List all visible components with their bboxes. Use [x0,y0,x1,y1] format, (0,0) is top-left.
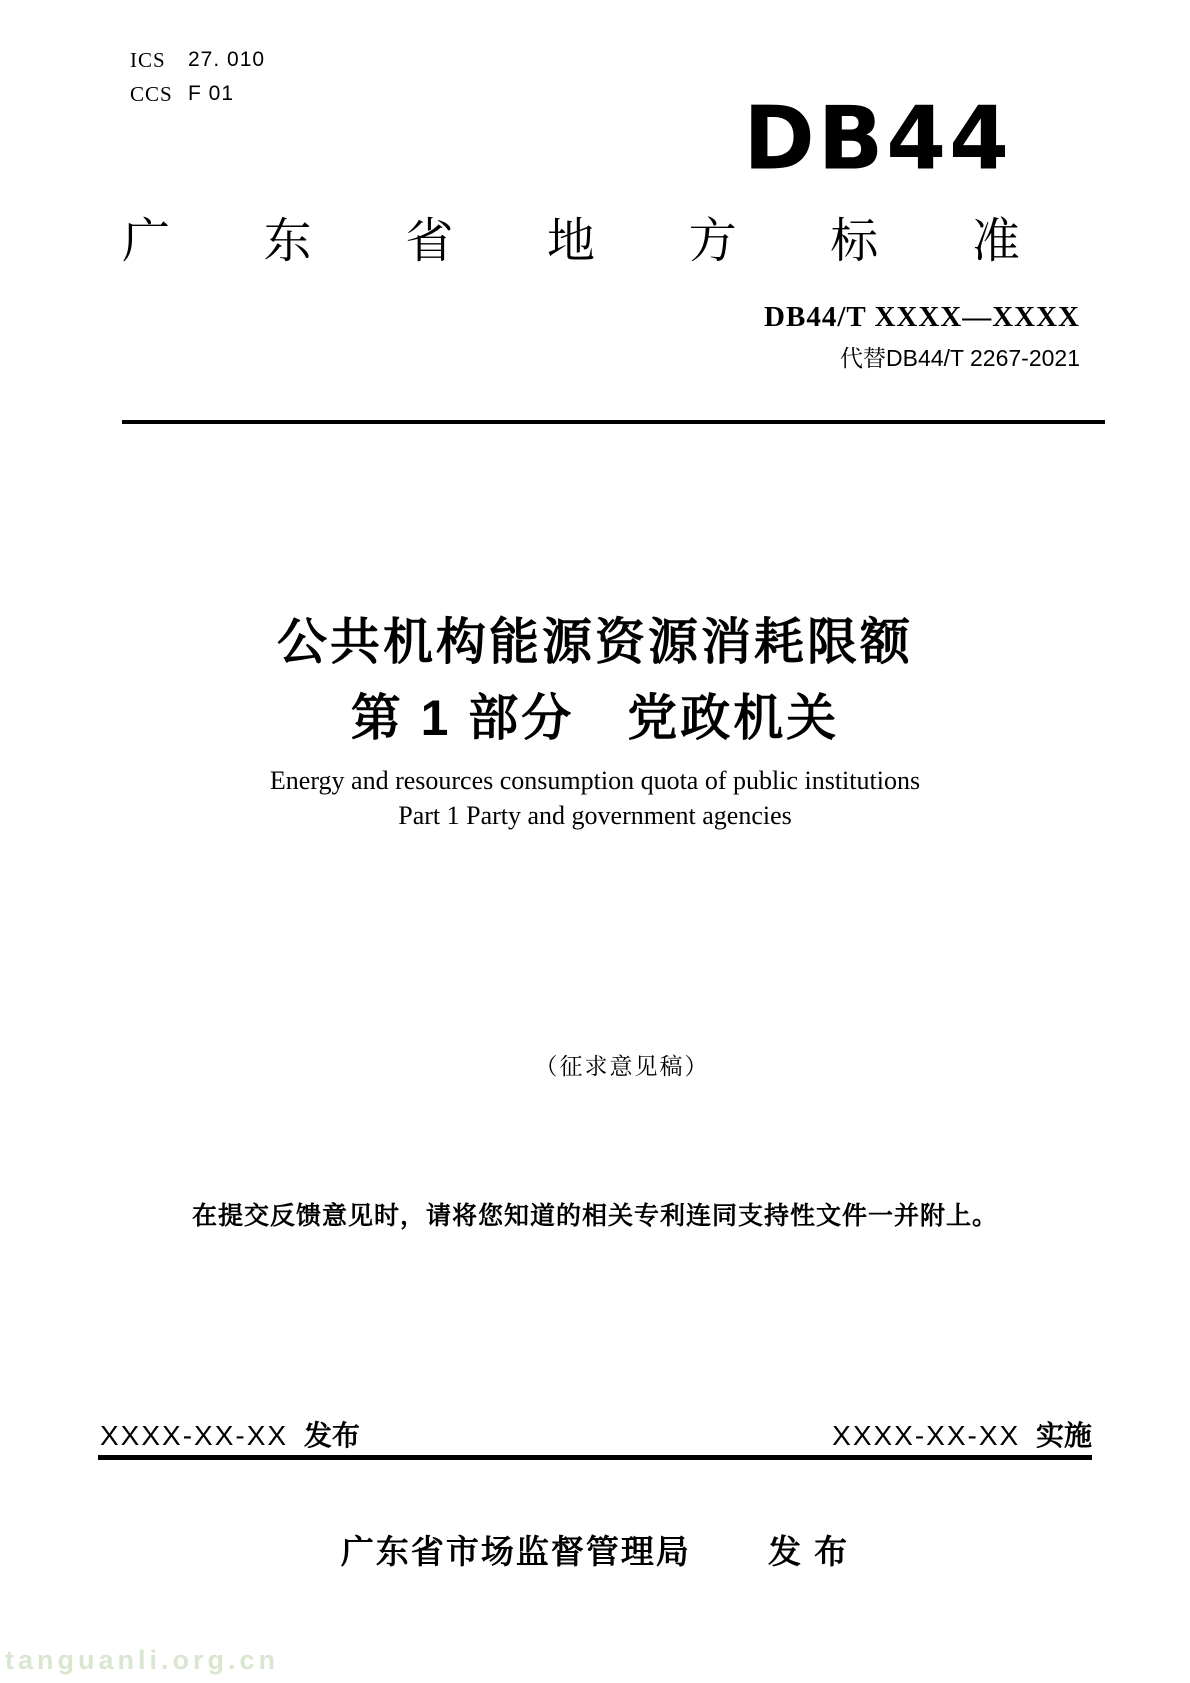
site-watermark: tanguanli.org.cn [5,1645,280,1675]
publish-word: 发 布 [768,1533,850,1570]
ics-code-row [130,48,265,73]
province-char: 方 [688,215,737,268]
footer-rule [98,1455,1092,1460]
draft-status-note: （征求意见稿） [534,1054,710,1079]
implement-date [832,1414,1092,1454]
issue-date [100,1414,360,1454]
province-char: 广 [122,215,171,268]
dates-row [100,1414,1092,1454]
publisher-line [0,1526,1190,1573]
province-char: 地 [546,215,595,268]
title-chinese-line2: 第 1 部分 党政机关 [350,690,840,746]
province-char: 省 [405,215,454,268]
title-chinese-line1: 公共机构能源资源消耗限额 [277,614,913,670]
publisher-name: 广东省市场监督管理局 [340,1533,691,1570]
issue-date-value: XXXX-XX-XX [100,1420,289,1451]
replaces-note: 代替DB44/T 2267-2021 [840,345,1080,371]
implement-date-value: XXXX-XX-XX [832,1420,1021,1451]
standard-type-title [122,214,1020,269]
ccs-code-row [130,82,265,107]
issue-date-label: 发布 [303,1420,360,1451]
ics-label: ICS [130,48,166,72]
patent-notice: 在提交反馈意见时，请将您知道的相关专利连同支持性文件一并附上。 [191,1202,998,1230]
ccs-label: CCS [130,82,173,106]
ccs-value: F 01 [188,82,235,105]
province-char: 标 [830,215,879,268]
header-rule [122,420,1105,424]
title-english-line1: Energy and resources consumption quota of public institutions [269,766,921,795]
standard-number: DB44/T XXXX—XXXX [764,301,1080,333]
ics-value: 27. 010 [188,48,266,71]
province-char: 准 [971,215,1020,268]
province-char: 东 [263,215,312,268]
classification-codes [130,48,265,116]
db44-logo: DB44 [743,88,1012,190]
implement-date-label: 实施 [1035,1420,1092,1451]
title-english-line2: Part 1 Party and government agencies [398,801,792,830]
